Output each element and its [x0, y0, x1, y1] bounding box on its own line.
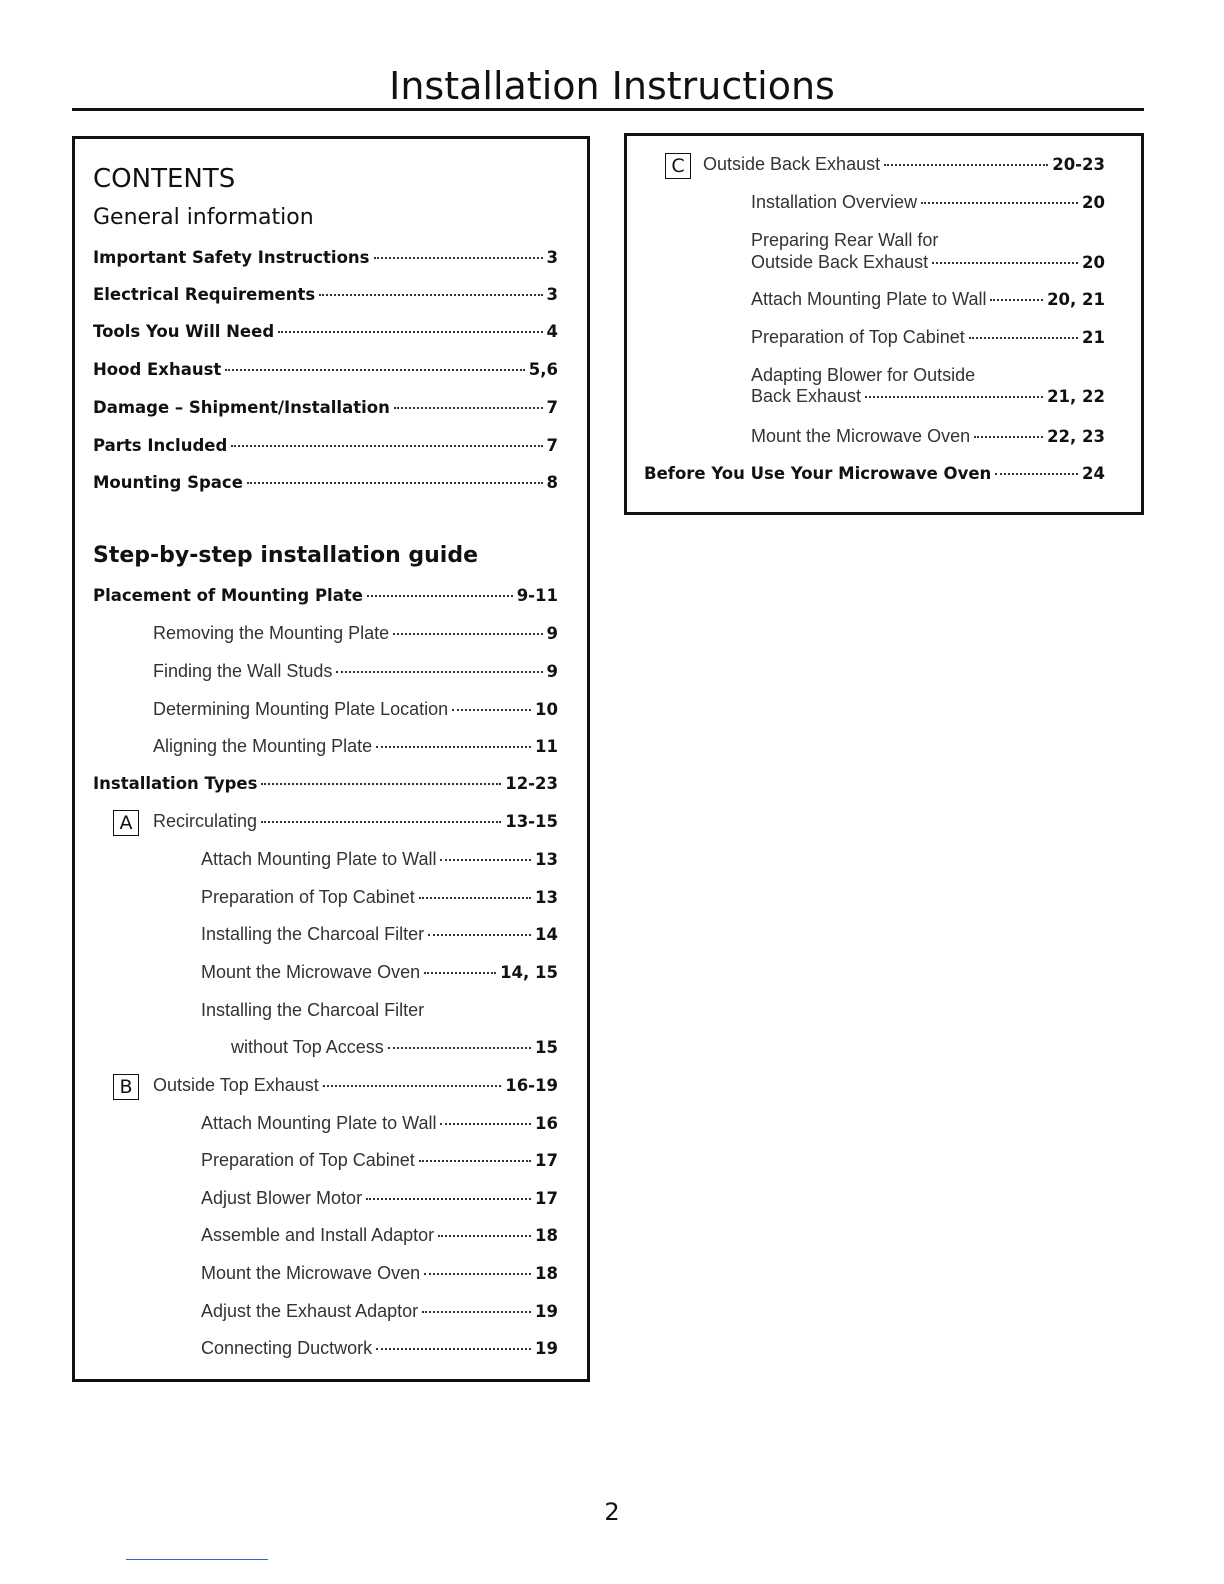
toc-entry-c-overview[interactable]	[751, 192, 1105, 213]
toc-entry-page: 20-23	[1052, 155, 1105, 174]
title-rule	[72, 108, 1144, 111]
toc-entry-label: Parts Included	[93, 436, 228, 455]
toc-entry-b-blower-motor[interactable]	[201, 1188, 558, 1209]
toc-entry-label: Assemble and Install Adaptor	[201, 1225, 435, 1245]
bottom-link-underline	[126, 1559, 268, 1560]
toc-entry-a-mount-oven[interactable]	[201, 962, 558, 983]
step-by-step-heading: Step-by-step installation guide	[93, 543, 479, 568]
toc-entry-page: 7	[546, 398, 558, 417]
dot-leader	[319, 294, 542, 296]
toc-entry-page: 19	[535, 1302, 558, 1321]
toc-entry-b-ductwork[interactable]	[201, 1338, 558, 1359]
toc-entry-page: 13-15	[505, 812, 558, 831]
toc-entry-page: 20	[1082, 253, 1105, 272]
toc-entry-c-blower-line2[interactable]	[751, 386, 1105, 407]
toc-entry-page: 3	[546, 285, 558, 304]
toc-entry-page: 22, 23	[1047, 427, 1105, 446]
toc-entry-label: Outside Back Exhaust	[703, 154, 881, 174]
toc-entry-label: Mount the Microwave Oven	[201, 962, 421, 982]
toc-entry-b-adaptor[interactable]	[201, 1225, 558, 1246]
dot-leader	[376, 746, 531, 748]
dot-leader	[225, 369, 524, 371]
toc-entry-label: Outside Top Exhaust	[153, 1075, 319, 1095]
toc-entry-page: 9	[546, 662, 558, 681]
toc-entry-label: Hood Exhaust	[93, 360, 222, 379]
toc-entry-a-without-top-access[interactable]	[231, 1037, 558, 1058]
section-a-badge: A	[113, 810, 139, 836]
toc-entry-a-top-cabinet[interactable]	[201, 887, 558, 908]
toc-entry-c-mount-oven[interactable]	[751, 426, 1105, 447]
toc-entry-b-top-cabinet[interactable]	[201, 1150, 558, 1171]
toc-entry-removing-plate[interactable]	[153, 623, 558, 644]
toc-entry-tools[interactable]	[93, 322, 558, 341]
toc-entry-label: Attach Mounting Plate to Wall	[201, 1113, 437, 1133]
toc-entry-label: Connecting Ductwork	[201, 1338, 373, 1358]
dot-leader	[438, 1235, 531, 1237]
toc-entry-label: Removing the Mounting Plate	[153, 623, 390, 643]
toc-entry-label: Damage – Shipment/Installation	[93, 398, 390, 417]
toc-entry-page: 16-19	[505, 1076, 558, 1095]
toc-entry-safety[interactable]	[93, 248, 558, 267]
toc-entry-label: Outside Back Exhaust	[751, 252, 929, 272]
section-c-badge: C	[665, 153, 691, 179]
toc-entry-label: Adjust the Exhaust Adaptor	[201, 1301, 419, 1321]
dot-leader	[932, 262, 1078, 264]
toc-entry-page: 5,6	[528, 360, 558, 379]
toc-entry-label: Attach Mounting Plate to Wall	[751, 289, 987, 309]
toc-entry-label: without Top Access	[231, 1037, 384, 1057]
toc-entry-label: Determining Mounting Plate Location	[153, 699, 449, 719]
toc-entry-page: 8	[546, 473, 558, 492]
toc-entry-label: Preparation of Top Cabinet	[201, 887, 415, 907]
dot-leader	[440, 859, 531, 861]
dot-leader	[995, 473, 1078, 475]
toc-entry-b-exhaust-adaptor[interactable]	[201, 1301, 558, 1322]
toc-entry-label: Before You Use Your Microwave Oven	[644, 464, 992, 483]
toc-entry-label: Mounting Space	[93, 473, 243, 492]
dot-leader	[921, 202, 1078, 204]
toc-entry-page: 15	[535, 1038, 558, 1057]
toc-entry-c-rear-wall-line2[interactable]	[751, 252, 1105, 273]
toc-entry-damage[interactable]	[93, 398, 558, 417]
toc-entry-label: Tools You Will Need	[93, 322, 275, 341]
contents-heading: CONTENTS	[93, 164, 236, 194]
dot-leader	[247, 482, 543, 484]
toc-entry-hood-exhaust[interactable]	[93, 360, 558, 379]
dot-leader	[428, 934, 531, 936]
toc-entry-page: 20	[1082, 193, 1105, 212]
contents-box-right	[624, 133, 1144, 515]
dot-leader	[424, 1273, 531, 1275]
dot-leader	[440, 1123, 531, 1125]
toc-entry-label: Installing the Charcoal Filter	[201, 924, 425, 944]
toc-entry-label: Attach Mounting Plate to Wall	[201, 849, 437, 869]
toc-entry-outside-back-exhaust[interactable]	[703, 154, 1105, 175]
dot-leader	[388, 1047, 531, 1049]
section-b-badge: B	[113, 1074, 139, 1100]
toc-entry-outside-top-exhaust[interactable]	[153, 1075, 558, 1096]
toc-entry-a-filter-line1[interactable]: Installing the Charcoal Filter	[201, 1000, 425, 1020]
toc-entry-page: 14, 15	[500, 963, 558, 982]
toc-entry-label: Installation Types	[93, 774, 258, 793]
dot-leader	[394, 407, 543, 409]
toc-entry-page: 3	[546, 248, 558, 267]
dot-leader	[376, 1348, 531, 1350]
toc-entry-label: Mount the Microwave Oven	[201, 1263, 421, 1283]
toc-entry-label: Aligning the Mounting Plate	[153, 736, 373, 756]
dot-leader	[374, 257, 543, 259]
toc-entry-c-attach-plate[interactable]	[751, 289, 1105, 310]
toc-entry-mounting-space[interactable]	[93, 473, 558, 492]
toc-entry-before-use[interactable]	[644, 464, 1105, 483]
toc-entry-page: 7	[546, 436, 558, 455]
dot-leader	[884, 164, 1048, 166]
toc-entry-recirculating[interactable]	[153, 811, 558, 832]
toc-entry-label: Adjust Blower Motor	[201, 1188, 363, 1208]
toc-entry-c-rear-wall-line1[interactable]: Preparing Rear Wall for	[751, 230, 939, 250]
dot-leader	[261, 783, 501, 785]
toc-entry-page: 17	[535, 1189, 558, 1208]
dot-leader	[422, 1311, 531, 1313]
toc-entry-installation-types[interactable]	[93, 774, 558, 793]
toc-entry-page: 12-23	[505, 774, 558, 793]
toc-entry-plate-location[interactable]	[153, 699, 558, 720]
dot-leader	[990, 299, 1043, 301]
toc-entry-wall-studs[interactable]	[153, 661, 558, 682]
dot-leader	[865, 396, 1043, 398]
toc-entry-c-blower-line1[interactable]: Adapting Blower for Outside	[751, 365, 976, 385]
toc-entry-label: Preparation of Top Cabinet	[201, 1150, 415, 1170]
toc-entry-label: Important Safety Instructions	[93, 248, 370, 267]
toc-entry-page: 9-11	[516, 586, 558, 605]
toc-entry-label: Finding the Wall Studs	[153, 661, 333, 681]
dot-leader	[452, 709, 531, 711]
dot-leader	[231, 445, 542, 447]
dot-leader	[278, 331, 542, 333]
toc-entry-a-attach-plate[interactable]	[201, 849, 558, 870]
toc-entry-page: 21, 22	[1047, 387, 1105, 406]
toc-entry-page: 24	[1082, 464, 1105, 483]
toc-entry-parts[interactable]	[93, 436, 558, 455]
toc-entry-b-attach-plate[interactable]	[201, 1113, 558, 1134]
page-title: Installation Instructions	[389, 64, 835, 108]
toc-entry-page: 16	[535, 1114, 558, 1133]
dot-leader	[974, 436, 1043, 438]
toc-entry-page: 17	[535, 1151, 558, 1170]
toc-entry-placement[interactable]	[93, 586, 558, 605]
toc-entry-page: 20, 21	[1047, 290, 1105, 309]
dot-leader	[366, 1198, 531, 1200]
toc-entry-label: Recirculating	[153, 811, 258, 831]
toc-entry-label: Electrical Requirements	[93, 285, 316, 304]
toc-entry-page: 11	[535, 737, 558, 756]
toc-entry-page: 18	[535, 1264, 558, 1283]
toc-entry-page: 14	[535, 925, 558, 944]
dot-leader	[419, 1160, 531, 1162]
toc-entry-page: 9	[546, 624, 558, 643]
toc-entry-b-mount-oven[interactable]	[201, 1263, 558, 1284]
toc-entry-page: 21	[1082, 328, 1105, 347]
toc-entry-page: 13	[535, 888, 558, 907]
toc-entry-page: 18	[535, 1226, 558, 1245]
toc-entry-label: Back Exhaust	[751, 386, 862, 406]
toc-entry-label: Placement of Mounting Plate	[93, 586, 363, 605]
dot-leader	[393, 633, 542, 635]
toc-entry-a-charcoal-filter[interactable]	[201, 924, 558, 945]
toc-entry-page: 13	[535, 850, 558, 869]
dot-leader	[419, 897, 531, 899]
dot-leader	[424, 972, 496, 974]
toc-entry-label: Installation Overview	[751, 192, 918, 212]
toc-entry-aligning-plate[interactable]	[153, 736, 558, 757]
dot-leader	[261, 821, 501, 823]
dot-leader	[367, 595, 513, 597]
toc-entry-label: Preparation of Top Cabinet	[751, 327, 965, 347]
dot-leader	[336, 671, 542, 673]
dot-leader	[969, 337, 1078, 339]
toc-entry-page: 19	[535, 1339, 558, 1358]
dot-leader	[323, 1085, 501, 1087]
toc-entry-label: Mount the Microwave Oven	[751, 426, 971, 446]
toc-entry-page: 4	[546, 322, 558, 341]
page-number: 2	[604, 1498, 620, 1526]
general-information-heading: General information	[93, 205, 314, 230]
toc-entry-electrical[interactable]	[93, 285, 558, 304]
toc-entry-c-top-cabinet[interactable]	[751, 327, 1105, 348]
toc-entry-page: 10	[535, 700, 558, 719]
